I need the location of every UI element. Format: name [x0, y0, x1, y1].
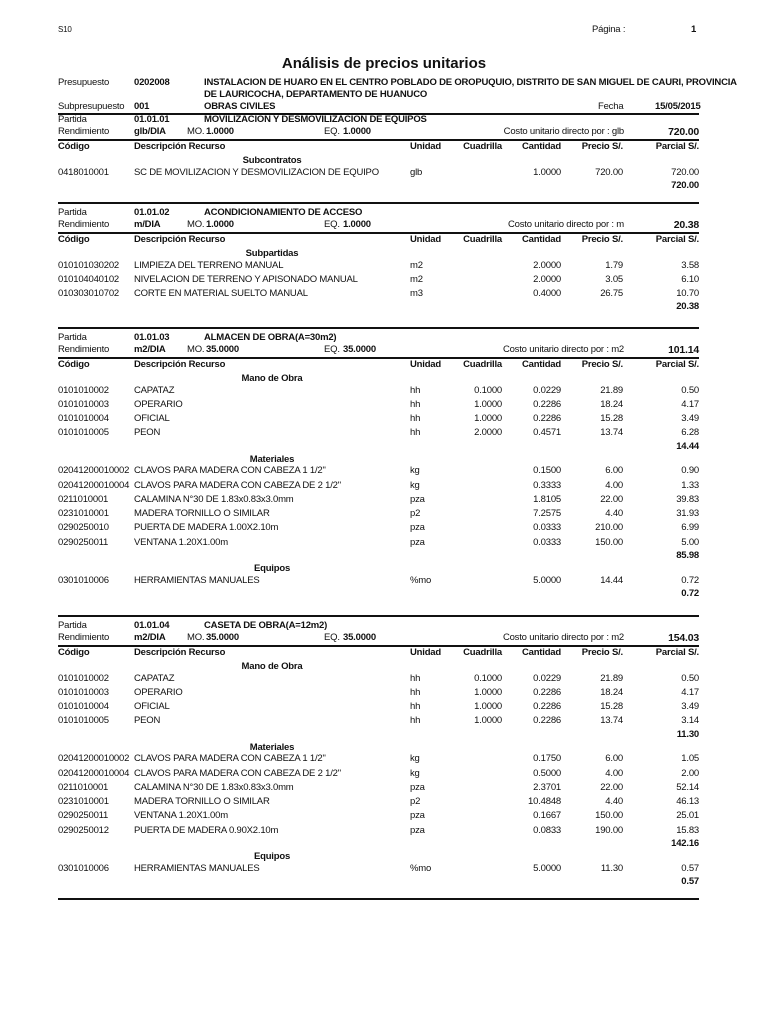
item-codigo: 0418010001 [58, 166, 109, 178]
item-parcial: 1.05 [681, 753, 699, 765]
item-parcial: 6.99 [681, 522, 699, 534]
item-unidad: kg [410, 753, 420, 765]
partida-name: MOVILIZACION Y DESMOVILIZACION DE EQUIPOS [204, 114, 427, 125]
col-precio-header: Precio S/. [581, 359, 623, 370]
eq-value: 1.0000 [343, 219, 371, 230]
item-cantidad: 0.0229 [533, 384, 561, 396]
fecha-label: Fecha [598, 101, 624, 112]
item-unidad: hh [410, 701, 421, 713]
section-divider [58, 327, 699, 329]
col-parcial-header: Parcial S/. [655, 647, 699, 658]
item-precio: 4.40 [605, 796, 623, 808]
item-codigo: 010303010702 [58, 288, 120, 300]
item-parcial: 5.00 [681, 536, 699, 548]
eq-label: EQ. [324, 219, 340, 230]
group-title: Subcontratos [242, 155, 302, 166]
item-unidad: m2 [410, 259, 423, 271]
item-cantidad: 0.2286 [533, 686, 561, 698]
partida-name: ACONDICIONAMIENTO DE ACCESO [204, 207, 363, 218]
item-unidad: p2 [410, 508, 421, 520]
group-subtotal: 11.30 [676, 728, 699, 740]
item-parcial: 15.83 [676, 824, 699, 836]
item-parcial: 0.50 [681, 384, 699, 396]
item-descripcion: OFICIAL [134, 701, 170, 713]
item-cantidad: 0.3333 [533, 479, 561, 491]
page-end-divider [58, 898, 699, 900]
item-precio: 13.74 [600, 715, 623, 727]
item-precio: 18.24 [600, 686, 623, 698]
item-cantidad: 0.0833 [533, 824, 561, 836]
partida-label: Partida [58, 332, 87, 343]
partida-code: 01.01.04 [134, 620, 170, 631]
presupuesto-desc-line1: INSTALACION DE HUARO EN EL CENTRO POBLADO DE OROPUQUIO, DISTRITO DE SAN MIGUEL DE CAURI, PROVINCIA [204, 77, 737, 88]
rendimiento-unit: m2/DIA [134, 632, 166, 643]
group-title: Mano de Obra [241, 373, 303, 384]
col-codigo-header: Código [58, 234, 90, 245]
item-descripcion: LIMPIEZA DEL TERRENO MANUAL [134, 259, 284, 271]
item-precio: 6.00 [605, 753, 623, 765]
item-parcial: 6.28 [681, 427, 699, 439]
item-unidad: pza [410, 493, 425, 505]
item-precio: 21.89 [600, 672, 623, 684]
col-cuadrilla-header: Cuadrilla [463, 141, 502, 152]
item-cantidad: 0.1750 [533, 753, 561, 765]
item-precio: 3.05 [605, 273, 623, 285]
costo-unitario-value: 720.00 [668, 126, 699, 138]
col-descripcion-header: Descripción Recurso [134, 234, 226, 245]
item-descripcion: PEON [134, 427, 161, 439]
item-cantidad: 0.4571 [533, 427, 561, 439]
group-title: Materiales [249, 741, 295, 753]
item-cuadrilla: 1.0000 [474, 413, 502, 425]
section-divider [58, 615, 699, 617]
item-cantidad: 2.0000 [533, 273, 561, 285]
item-parcial: 0.72 [681, 574, 699, 586]
mo-label: MO. [187, 344, 205, 355]
item-precio: 1.79 [605, 259, 623, 271]
item-descripcion: PUERTA DE MADERA 1.00X2.10m [134, 522, 279, 534]
item-codigo: 0290250011 [58, 810, 109, 822]
costo-unitario-label: Costo unitario directo por : m2 [502, 344, 624, 355]
partida-code: 01.01.03 [134, 332, 170, 343]
item-unidad: m2 [410, 273, 423, 285]
item-descripcion: CLAVOS PARA MADERA CON CABEZA 1 1/2" [134, 465, 326, 477]
eq-label: EQ. [324, 344, 340, 355]
rendimiento-label: Rendimiento [58, 126, 110, 137]
col-parcial-header: Parcial S/. [655, 234, 699, 245]
item-parcial: 6.10 [681, 273, 699, 285]
item-descripcion: HERRAMIENTAS MANUALES [134, 862, 260, 874]
item-unidad: hh [410, 427, 421, 439]
item-cantidad: 0.2286 [533, 398, 561, 410]
item-cantidad: 7.2575 [533, 508, 561, 520]
item-precio: 150.00 [595, 536, 623, 548]
item-descripcion: PUERTA DE MADERA 0.90X2.10m [134, 824, 279, 836]
item-precio: 210.00 [595, 522, 623, 534]
item-codigo: 0231010001 [58, 796, 109, 808]
item-codigo: 0101010004 [58, 413, 109, 425]
group-subtotal: 0.72 [681, 587, 699, 599]
item-unidad: kg [410, 479, 420, 491]
item-cuadrilla: 1.0000 [474, 686, 502, 698]
col-cantidad-header: Cantidad [521, 234, 561, 245]
item-unidad: m3 [410, 288, 423, 300]
group-subtotal: 14.44 [676, 440, 699, 452]
item-unidad: hh [410, 672, 421, 684]
col-cantidad-header: Cantidad [521, 359, 561, 370]
item-unidad: kg [410, 465, 420, 477]
item-cuadrilla: 1.0000 [474, 701, 502, 713]
group-subtotal: 0.57 [681, 875, 699, 887]
rendimiento-label: Rendimiento [58, 219, 110, 230]
item-parcial: 25.01 [676, 810, 699, 822]
item-cantidad: 0.0229 [533, 672, 561, 684]
col-codigo-header: Código [58, 141, 90, 152]
col-cuadrilla-header: Cuadrilla [463, 359, 502, 370]
costo-unitario-label: Costo unitario directo por : m2 [502, 632, 624, 643]
item-cantidad: 0.2286 [533, 715, 561, 727]
item-cuadrilla: 1.0000 [474, 715, 502, 727]
page-number: 1 [691, 24, 697, 35]
item-parcial: 3.14 [681, 715, 699, 727]
item-descripcion: OPERARIO [134, 686, 183, 698]
item-cantidad: 0.2286 [533, 413, 561, 425]
col-cuadrilla-header: Cuadrilla [463, 647, 502, 658]
item-descripcion: CLAVOS PARA MADERA CON CABEZA DE 2 1/2" [134, 479, 341, 491]
col-codigo-header: Código [58, 647, 90, 658]
partida-code: 01.01.01 [134, 114, 170, 125]
col-parcial-header: Parcial S/. [655, 141, 699, 152]
item-codigo: 010101030202 [58, 259, 120, 271]
item-parcial: 4.17 [681, 686, 699, 698]
rendimiento-label: Rendimiento [58, 344, 110, 355]
item-unidad: pza [410, 810, 425, 822]
item-unidad: kg [410, 767, 420, 779]
item-parcial: 4.17 [681, 398, 699, 410]
eq-value: 35.0000 [343, 632, 376, 643]
item-precio: 150.00 [595, 810, 623, 822]
item-precio: 4.40 [605, 508, 623, 520]
subpresupuesto-desc: OBRAS CIVILES [204, 101, 276, 112]
item-descripcion: HERRAMIENTAS MANUALES [134, 574, 260, 586]
item-cantidad: 2.0000 [533, 259, 561, 271]
item-descripcion: CALAMINA N°30 DE 1.83x0.83x3.0mm [134, 493, 294, 505]
group-subtotal: 142.16 [671, 838, 699, 849]
item-descripcion: PEON [134, 715, 161, 727]
col-unidad-header: Unidad [410, 647, 441, 658]
item-descripcion: SC DE MOVILIZACION Y DESMOVILIZACION DE EQUIPO [134, 166, 379, 178]
item-precio: 18.24 [600, 398, 623, 410]
col-cantidad-header: Cantidad [521, 647, 561, 658]
report-code: S10 [58, 25, 72, 34]
eq-value: 1.0000 [343, 126, 371, 137]
group-subtotal: 720.00 [671, 179, 699, 191]
item-descripcion: CAPATAZ [134, 384, 175, 396]
costo-unitario-value: 154.03 [668, 632, 699, 644]
partida-label: Partida [58, 207, 87, 218]
item-unidad: pza [410, 824, 425, 836]
group-title: Mano de Obra [241, 661, 303, 672]
col-codigo-header: Código [58, 359, 90, 370]
item-precio: 11.30 [600, 862, 623, 874]
partida-name: ALMACEN DE OBRA(A=30m2) [204, 332, 337, 343]
partida-label: Partida [58, 620, 87, 631]
col-descripcion-header: Descripción Recurso [134, 647, 226, 658]
item-unidad: %mo [410, 574, 432, 586]
item-cantidad: 1.0000 [533, 166, 561, 178]
item-precio: 14.44 [600, 574, 623, 586]
item-parcial: 3.58 [681, 259, 699, 271]
item-codigo: 0301010006 [58, 862, 109, 874]
item-precio: 6.00 [605, 465, 623, 477]
item-unidad: hh [410, 413, 421, 425]
presupuesto-code: 0202008 [134, 77, 170, 88]
section-divider [58, 202, 699, 204]
item-parcial: 0.90 [681, 465, 699, 477]
col-unidad-header: Unidad [410, 359, 441, 370]
item-parcial: 31.93 [676, 508, 699, 520]
col-descripcion-header: Descripción Recurso [134, 141, 226, 152]
item-precio: 26.75 [600, 288, 623, 300]
group-subtotal: 20.38 [676, 301, 699, 313]
item-precio: 22.00 [600, 781, 623, 793]
group-title: Equipos [253, 851, 291, 862]
col-descripcion-header: Descripción Recurso [134, 359, 226, 370]
item-parcial: 2.00 [681, 767, 699, 779]
item-codigo: 0290250012 [58, 824, 109, 836]
item-parcial: 46.13 [676, 796, 699, 808]
group-title: Materiales [249, 453, 295, 465]
item-precio: 15.28 [600, 413, 623, 425]
item-codigo: 0231010001 [58, 508, 109, 520]
item-codigo: 0101010004 [58, 701, 109, 713]
item-codigo: 010104040102 [58, 273, 120, 285]
item-precio: 13.74 [600, 427, 623, 439]
col-precio-header: Precio S/. [581, 647, 623, 658]
item-precio: 4.00 [605, 767, 623, 779]
item-cantidad: 0.4000 [533, 288, 561, 300]
mo-label: MO. [187, 219, 205, 230]
eq-value: 35.0000 [343, 344, 376, 355]
item-codigo: 0101010005 [58, 427, 109, 439]
item-cantidad: 5.0000 [533, 574, 561, 586]
item-descripcion: CORTE EN MATERIAL SUELTO MANUAL [134, 288, 308, 300]
item-cantidad: 5.0000 [533, 862, 561, 874]
item-descripcion: OPERARIO [134, 398, 183, 410]
item-cantidad: 0.0333 [533, 536, 561, 548]
rendimiento-unit: glb/DIA [134, 126, 166, 137]
item-parcial: 0.57 [681, 862, 699, 874]
group-subtotal: 85.98 [676, 550, 699, 561]
item-descripcion: NIVELACION DE TERRENO Y APISONADO MANUAL [134, 273, 358, 285]
item-descripcion: VENTANA 1.20X1.00m [134, 810, 228, 822]
item-unidad: %mo [410, 862, 432, 874]
item-cantidad: 1.8105 [533, 493, 561, 505]
item-codigo: 02041200010002 [58, 753, 130, 765]
item-parcial: 720.00 [671, 166, 699, 178]
item-descripcion: OFICIAL [134, 413, 170, 425]
item-parcial: 52.14 [676, 781, 699, 793]
item-codigo: 0101010002 [58, 672, 109, 684]
item-unidad: hh [410, 384, 421, 396]
mo-value: 35.0000 [206, 344, 239, 355]
item-descripcion: MADERA TORNILLO O SIMILAR [134, 796, 270, 808]
item-parcial: 3.49 [681, 701, 699, 713]
costo-unitario-label: Costo unitario directo por : glb [503, 126, 624, 137]
eq-label: EQ. [324, 632, 340, 643]
item-parcial: 3.49 [681, 413, 699, 425]
item-precio: 720.00 [595, 166, 623, 178]
group-title: Equipos [253, 563, 291, 574]
item-precio: 22.00 [600, 493, 623, 505]
subpresupuesto-label: Subpresupuesto [58, 101, 125, 112]
item-codigo: 02041200010004 [58, 767, 130, 779]
item-codigo: 0301010006 [58, 574, 109, 586]
item-descripcion: CLAVOS PARA MADERA CON CABEZA DE 2 1/2" [134, 767, 341, 779]
item-unidad: hh [410, 686, 421, 698]
col-precio-header: Precio S/. [581, 234, 623, 245]
item-precio: 15.28 [600, 701, 623, 713]
col-precio-header: Precio S/. [581, 141, 623, 152]
rendimiento-unit: m/DIA [134, 219, 161, 230]
mo-value: 1.0000 [206, 219, 234, 230]
item-cantidad: 0.2286 [533, 701, 561, 713]
item-parcial: 10.70 [676, 288, 699, 300]
item-codigo: 0211010001 [58, 781, 109, 793]
item-cuadrilla: 2.0000 [474, 427, 502, 439]
mo-value: 35.0000 [206, 632, 239, 643]
item-parcial: 0.50 [681, 672, 699, 684]
item-cantidad: 0.1500 [533, 465, 561, 477]
partida-name: CASETA DE OBRA(A=12m2) [204, 620, 328, 631]
item-codigo: 0290250011 [58, 536, 109, 548]
partida-label: Partida [58, 114, 87, 125]
col-unidad-header: Unidad [410, 141, 441, 152]
item-precio: 4.00 [605, 479, 623, 491]
fecha-value: 15/05/2015 [655, 101, 701, 112]
item-unidad: hh [410, 715, 421, 727]
item-descripcion: VENTANA 1.20X1.00m [134, 536, 228, 548]
item-cuadrilla: 1.0000 [474, 398, 502, 410]
subpresupuesto-code: 001 [134, 101, 150, 112]
item-codigo: 0290250010 [58, 522, 109, 534]
presupuesto-label: Presupuesto [58, 77, 110, 88]
col-cantidad-header: Cantidad [521, 141, 561, 152]
item-codigo: 0211010001 [58, 493, 109, 505]
item-parcial: 39.83 [676, 493, 699, 505]
item-descripcion: CALAMINA N°30 DE 1.83x0.83x3.0mm [134, 781, 294, 793]
col-unidad-header: Unidad [410, 234, 441, 245]
item-cantidad: 2.3701 [533, 781, 561, 793]
eq-label: EQ. [324, 126, 340, 137]
mo-value: 1.0000 [206, 126, 234, 137]
item-unidad: pza [410, 536, 425, 548]
item-descripcion: CAPATAZ [134, 672, 175, 684]
item-descripcion: CLAVOS PARA MADERA CON CABEZA 1 1/2" [134, 753, 326, 765]
item-unidad: hh [410, 398, 421, 410]
item-precio: 21.89 [600, 384, 623, 396]
item-codigo: 0101010003 [58, 686, 109, 698]
mo-label: MO. [187, 126, 205, 137]
page-title: Análisis de precios unitarios [281, 55, 487, 72]
item-precio: 190.00 [595, 824, 623, 836]
item-unidad: pza [410, 522, 425, 534]
item-cantidad: 0.0333 [533, 522, 561, 534]
item-cuadrilla: 0.1000 [474, 384, 502, 396]
costo-unitario-value: 20.38 [673, 219, 699, 231]
item-codigo: 02041200010002 [58, 465, 130, 477]
item-unidad: glb [410, 166, 423, 178]
group-title: Subpartidas [245, 248, 299, 259]
item-unidad: pza [410, 781, 425, 793]
mo-label: MO. [187, 632, 205, 643]
col-parcial-header: Parcial S/. [655, 359, 699, 370]
item-unidad: p2 [410, 796, 421, 808]
rendimiento-unit: m2/DIA [134, 344, 166, 355]
item-codigo: 0101010003 [58, 398, 109, 410]
item-cantidad: 0.5000 [533, 767, 561, 779]
item-codigo: 02041200010004 [58, 479, 130, 491]
costo-unitario-value: 101.14 [668, 344, 699, 356]
costo-unitario-label: Costo unitario directo por : m [508, 219, 624, 230]
presupuesto-desc-line2: DE LAURICOCHA, DEPARTAMENTO DE HUANUCO [204, 89, 428, 100]
page-label: Página : [592, 24, 626, 35]
item-cantidad: 10.4848 [528, 796, 561, 808]
item-descripcion: MADERA TORNILLO O SIMILAR [134, 508, 270, 520]
partida-code: 01.01.02 [134, 207, 170, 218]
item-parcial: 1.33 [681, 479, 699, 491]
rendimiento-label: Rendimiento [58, 632, 110, 643]
item-cantidad: 0.1667 [533, 810, 561, 822]
col-cuadrilla-header: Cuadrilla [463, 234, 502, 245]
item-codigo: 0101010002 [58, 384, 109, 396]
item-cuadrilla: 0.1000 [474, 672, 502, 684]
item-codigo: 0101010005 [58, 715, 109, 727]
